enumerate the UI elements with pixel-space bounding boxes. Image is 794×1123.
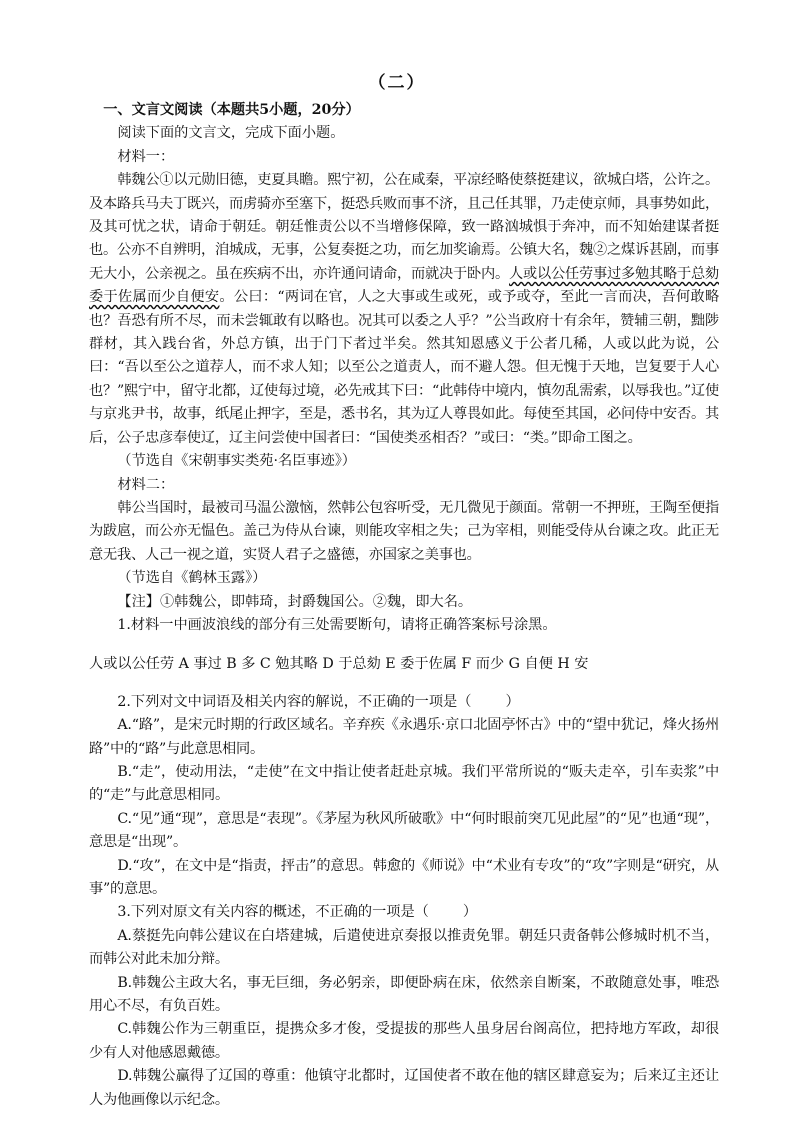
annotation-note: 【注】①韩魏公，即韩琦，封爵魏国公。②魏，即大名。 [117, 593, 473, 610]
material2-text: 韩公当国时，最被司马温公激恼，然韩公包容听受，无几微见于颜面。常朝一不押班，王陶至便指为跋扈，而公亦无愠色。盖己为侍从台谏，则能攻宰相之失；己为宰相，则能受侍从台谏之攻。此正无意无我、人己一视之道，实贤人君子之盛德，亦国家之美事也。 [89, 499, 719, 563]
question-3-option-b: B.韩魏公主政大名，事无巨细，务必躬亲，即便卧病在床，依然亲自断案，不敢随意处事，唯恐用心不尽，有负百姓。 [89, 974, 719, 1015]
question-2-option-d: D.“攻”，在文中是“指责，抨击”的意思。韩愈的《师说》中“术业有专攻”的“攻”字则是“研究，从事”的意思。 [89, 857, 719, 897]
material1-text [89, 169, 719, 450]
page-title: （二） [368, 73, 426, 93]
material1-text-part1: 韩魏公①以元勋旧德，吏夏具瞻。熙宁初，公在咸秦，平凉经略使蔡挺建议，欲城白塔，公许之。及本路兵马夫丁既兴，而虏骑亦至塞下，挺恐兵败而事不济，且己任其罪，乃走使京师，具事势如此，及其可忧之状，请命于朝廷。朝廷惟责公以不当增修保障，致一路汹城惧于奔冲，而不知始建谋者挺也。公亦不自辨明，洎城成，无事，公复奏挺之功，而乞加奖谕焉。公镇大名，魏②之煤诉甚剧，而事无大小，公亲视之。虽在疾病不出，亦许通问请命，而就决于卧内。 [89, 172, 719, 282]
material1-label: 材料一： [117, 148, 175, 165]
section-heading: 一、文言文阅读（本题共5小题，20分） [103, 102, 360, 118]
wavy-underlined-sentence: 人或以公任劳事过多勉其略于总劾委于佐属而少自便安 [89, 265, 719, 306]
question-3-option-a: A.蔡挺先向韩公建议在白塔建城，后遣使进京奏报以推责免罪。朝廷只责备韩公修城时机不当，而韩公对此未加分辩。 [89, 927, 719, 968]
question-3-option-d: D.韩魏公赢得了辽国的尊重：他镇守北都时，辽国使者不敢在他的辖区肆意妄为；后来辽主还让人为他画像以示纪念。 [89, 1068, 719, 1108]
question-3-stem-close: ） [462, 904, 478, 921]
material2-source: （节选自《鹤林玉露》） [117, 570, 267, 587]
material1-source: （节选自《宋朝事实类苑·名臣事迹》） [117, 453, 356, 470]
question-3-option-c: C.韩魏公作为三朝重臣，提携众多才俊，受提拔的那些人虽身居台阁高位，把持地方军政，却很少有人对他感恩戴德。 [89, 1021, 719, 1061]
question-2-stem-text: 2.下列对文中词语及相关内容的解说，不正确的一项是（ [117, 693, 472, 710]
question-2-stem [89, 691, 719, 714]
material2-label: 材料二： [117, 476, 175, 493]
question-3-stem-text: 3.下列对原文有关内容的概述，不正确的一项是（ [117, 904, 429, 921]
question-2-option-a: A.“路”，是宋元时期的行政区域名。辛弃疾《永遇乐·京口北固亭怀古》中的“望中犹记，烽火扬州路”中的“路”与此意思相同。 [89, 717, 719, 757]
document-body [89, 99, 719, 1112]
question-2-option-c: C.“见”通“现”，意思是“表现”。《茅屋为秋风所破歌》中“何时眼前突兀见此屋”的“见”也通“现”，意思是“出现”。 [89, 810, 719, 851]
question-3-stem [89, 901, 719, 924]
question-2-stem-close: ） [505, 693, 520, 710]
question-1-stem: 1.材料一中画波浪线的部分有三处需要断句，请将正确答案标号涂黑。 [117, 616, 557, 633]
material1-text-part2: 。公曰：“两词在官，人之大事或生或死，或予或夺，至此一言而决，吾何敢略也？吾恐有所不尽，而未尝辄敢有以略也。况其可以委之人乎？”公当政府十有余年，赞辅三朝，黜陟群材，其入践台省，外总方镇，出于门下者过半矣。然其知恩感义于公者几稀，人或以此为说，公曰：“吾以至公之道荐人，而不求人知；以至公之道责人，而不避人怨。但无愧于天地，岂复要于人心也？”熙宁中，留守北都，辽使每过境，必先戒其下曰：“此韩侍中境内，慎勿乱需索，以辱我也。”辽使与京兆尹书，故事，纸尾止押字，至是，悉书名，其为辽人尊畏如此。每使至其国，必问侍中安否。其后，公子忠彦奉使辽，辽主问尝使中国者曰：“国使类丞相否？”或曰：“类。”即命工图之。 [89, 289, 719, 446]
instruction-text: 阅读下面的文言文，完成下面小题。 [117, 125, 345, 142]
question-1-options[interactable]: 人或以公任劳 A 事过 B 多 C 勉其略 D 于总劾 E 委于佐属 F 而少 G 自便 H 安 [89, 656, 589, 673]
question-2-option-b: B.“走”，使动用法，“走使”在文中指让使者赶赴京城。我们平常所说的“贩夫走卒，引车卖浆”中的“走”与此意思相同。 [89, 763, 719, 804]
